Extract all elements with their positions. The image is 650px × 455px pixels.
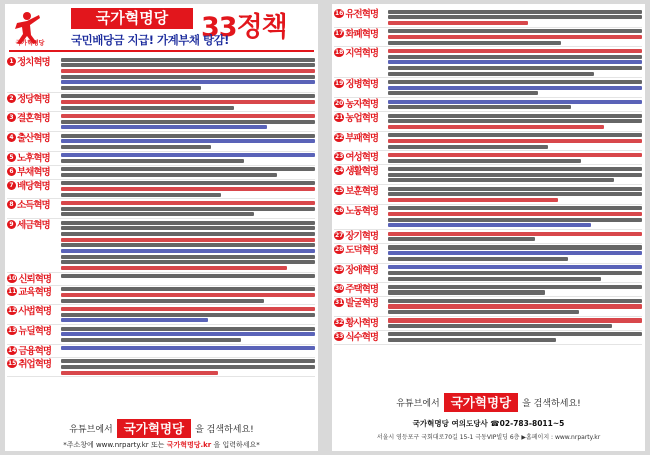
text-line: [61, 313, 315, 317]
text-line: [388, 21, 528, 25]
policy-label: [334, 264, 388, 276]
text-line: [388, 310, 579, 314]
text-line: [388, 251, 642, 255]
text-line: [61, 371, 218, 375]
policy-item: [7, 93, 315, 113]
policy-label: [334, 8, 388, 20]
policy-description: [388, 317, 642, 330]
policy-name: 세금혁명: [17, 219, 50, 231]
text-line: [61, 187, 315, 191]
policy-name: 도덕혁명: [345, 244, 379, 256]
policy-label: [334, 165, 388, 177]
text-line: [61, 318, 208, 322]
text-line: [388, 159, 581, 163]
text-line: [61, 299, 264, 303]
policy-description: [61, 152, 315, 165]
policy-name: 생활혁명: [345, 166, 379, 178]
policy-description: [61, 180, 315, 199]
youtube-channel-badge: 국가혁명당: [444, 393, 518, 412]
text-line: [388, 86, 642, 90]
policy-item: [7, 199, 315, 219]
text-line: [61, 307, 315, 311]
policy-name: 결혼혁명: [17, 113, 50, 125]
youtube-channel-badge: 국가혁명당: [117, 419, 191, 438]
policy-item: [7, 219, 315, 273]
website-note: [5, 440, 318, 450]
policy-item: [7, 325, 315, 345]
policy-name: 보훈혁명: [345, 185, 379, 197]
text-line: [61, 181, 315, 185]
policy-description: [388, 205, 642, 229]
policy-label: [7, 325, 61, 337]
text-line: [388, 218, 642, 222]
policy-item: [7, 152, 315, 166]
policy-number-badge: 14: [8, 346, 17, 354]
policy-label: [334, 205, 388, 217]
policy-number-badge: 10: [8, 274, 17, 282]
policy-name: 식수혁명: [345, 331, 379, 343]
policy-description: [61, 132, 315, 151]
policy-label: [334, 297, 388, 309]
policy-item: [334, 205, 642, 230]
text-line: [388, 41, 561, 45]
policy-label: [7, 93, 61, 105]
search-prefix: 유튜브에서: [69, 425, 113, 435]
youtube-search-prompt: [5, 419, 318, 438]
policy-item: [7, 132, 315, 152]
policy-item: [334, 78, 642, 98]
policy-item: [334, 28, 642, 48]
text-line: [61, 243, 315, 247]
policy-number-badge: 6: [7, 167, 16, 176]
text-line: [61, 153, 315, 157]
policy-item: [334, 264, 642, 284]
text-line: [388, 304, 642, 308]
policy-description: [388, 264, 642, 283]
text-line: [61, 167, 315, 171]
policy-item: [334, 132, 642, 152]
policy-label: [7, 219, 61, 231]
text-line: [61, 327, 315, 331]
policy-name: 배당혁명: [17, 180, 50, 192]
policy-label: [7, 305, 61, 317]
policy-number-badge: 16: [335, 10, 344, 17]
text-line: [61, 193, 221, 197]
policy-number-badge: 23: [335, 153, 344, 161]
policy-label: [334, 317, 388, 329]
text-line: [61, 266, 287, 270]
policy-description: [388, 297, 642, 316]
text-line: [388, 318, 642, 322]
policy-number-badge: 1: [7, 57, 16, 66]
text-line: [388, 265, 642, 269]
text-line: [61, 221, 315, 225]
policy-number-badge: 24: [335, 167, 344, 175]
policy-label: [334, 244, 388, 256]
policy-label: [7, 180, 61, 192]
text-line: [61, 80, 315, 84]
policy-label: [334, 151, 388, 163]
text-line: [61, 63, 315, 67]
policy-name: 노동혁명: [345, 205, 379, 217]
policy-description: [388, 283, 642, 296]
text-line: [388, 133, 642, 137]
policy-description: [388, 28, 642, 47]
policy-description: [388, 230, 642, 243]
policy-name: 취업혁명: [18, 358, 52, 370]
text-line: [61, 232, 315, 236]
text-line: [388, 66, 642, 70]
policy-name: 지역혁명: [345, 48, 379, 60]
text-line: [388, 206, 642, 210]
text-line: [388, 55, 642, 59]
policy-item: [334, 151, 642, 165]
text-line: [388, 178, 614, 182]
policy-item: [7, 358, 315, 378]
policy-label: [7, 273, 61, 285]
policy-number-badge: 18: [335, 49, 344, 57]
policy-item: [334, 331, 642, 345]
text-line: [388, 237, 535, 241]
text-line: [388, 114, 642, 118]
policy-number-badge: 5: [7, 153, 16, 162]
policy-name: 사법혁명: [18, 306, 52, 318]
policy-label: [334, 112, 388, 124]
policy-number-badge: 26: [335, 206, 344, 214]
office-contact: 국가혁명당 여의도당사 ☎02-783-8011~5: [412, 419, 565, 428]
policy-item: [334, 165, 642, 185]
policy-label: [7, 112, 61, 124]
policy-number-badge: 8: [7, 200, 16, 209]
policy-number-badge: 22: [335, 133, 344, 141]
policy-name: 교육혁명: [18, 286, 52, 298]
policy-name: 발굴혁명: [345, 298, 379, 310]
text-line: [388, 105, 571, 109]
text-line: [61, 201, 315, 205]
policy-description: [388, 244, 642, 263]
text-line: [61, 159, 244, 163]
text-line: [61, 100, 315, 104]
policy-label: [334, 98, 388, 110]
text-line: [388, 257, 568, 261]
text-line: [388, 29, 642, 33]
policy-label: [7, 166, 61, 178]
policy-label: [7, 132, 61, 144]
text-line: [388, 187, 642, 191]
right-page: [332, 4, 645, 451]
policy-item: [7, 273, 315, 286]
text-line: [61, 125, 267, 129]
text-line: [388, 212, 642, 216]
text-line: [61, 332, 315, 336]
policy-description: [61, 305, 315, 324]
text-line: [388, 35, 642, 39]
policy-item: [334, 98, 642, 112]
text-line: [61, 58, 315, 62]
policy-description: [61, 56, 315, 92]
text-line: [388, 10, 642, 14]
policy-name: 소득혁명: [17, 200, 50, 212]
policy-description: [388, 47, 642, 77]
policy-number-badge: 25: [335, 186, 344, 194]
text-line: [388, 324, 612, 328]
policy-name: 뉴딜혁명: [18, 326, 52, 338]
text-line: [61, 212, 254, 216]
policy-number-badge: 11: [8, 287, 17, 295]
policy-name: 징병혁명: [345, 79, 379, 91]
policy-name: 장기혁명: [345, 230, 379, 242]
logo-caption: 국가혁명당: [15, 40, 45, 47]
policy-label: [334, 331, 388, 343]
youtube-search-prompt-right: [332, 393, 645, 412]
text-line: [61, 274, 315, 278]
policy-item: [7, 56, 315, 93]
text-line: [388, 125, 604, 129]
policy-number-badge: 21: [335, 113, 344, 121]
policy-description: [61, 358, 315, 377]
policy-name: 주택혁명: [345, 284, 379, 296]
text-line: [61, 255, 315, 259]
policy-item: [334, 297, 642, 317]
website-note-domain: 국가혁명당.kr: [166, 441, 212, 449]
text-line: [388, 232, 642, 236]
text-line: [61, 338, 241, 342]
policy-label: [7, 152, 61, 164]
text-line: [61, 359, 315, 363]
text-line: [388, 153, 642, 157]
policy-item: [7, 112, 315, 132]
policy-number-badge: 29: [335, 265, 344, 273]
text-line: [388, 338, 556, 342]
policy-name: 출산혁명: [17, 133, 50, 145]
policy-label: [7, 199, 61, 211]
text-line: [388, 15, 642, 19]
text-line: [388, 290, 545, 294]
policy-number-badge: 30: [335, 285, 344, 293]
policy-list-left: [7, 56, 315, 377]
text-line: [388, 49, 642, 53]
text-line: [388, 80, 642, 84]
text-line: [388, 285, 642, 289]
text-line: [61, 207, 315, 211]
text-line: [61, 106, 234, 110]
text-line: [388, 167, 642, 171]
policy-description: [61, 345, 315, 352]
policy-label: [334, 28, 388, 40]
policy-label: [334, 230, 388, 242]
policy-item: [334, 185, 642, 205]
policy-item: [334, 317, 642, 331]
policy-list-right: [334, 8, 642, 345]
policy-description: [61, 166, 315, 179]
policy-item: [7, 286, 315, 306]
text-line: [61, 346, 315, 350]
policy-label: [7, 56, 61, 68]
policy-number-badge: 12: [8, 307, 17, 315]
policy-name: 여성혁명: [345, 152, 379, 164]
search-suffix: 을 검색하세요!: [195, 425, 254, 435]
policy-description: [388, 8, 642, 27]
policy-item: [334, 283, 642, 297]
policy-item: [7, 345, 315, 358]
text-line: [61, 293, 315, 297]
website-note-pre: *주소창에 www.nrparty.kr 또는: [63, 441, 165, 449]
left-page: [5, 4, 318, 451]
policy-name: 신뢰혁명: [18, 273, 52, 285]
policy-name: 화폐혁명: [345, 28, 379, 40]
text-line: [61, 134, 315, 138]
policy-title: 33정책: [201, 12, 287, 43]
policy-name: 노후혁명: [17, 152, 50, 164]
policy-number-badge: 13: [8, 327, 17, 335]
policy-description: [388, 165, 642, 184]
policy-number-badge: 27: [335, 231, 344, 239]
text-line: [61, 145, 211, 149]
text-line: [388, 299, 642, 303]
policy-description: [61, 199, 315, 218]
party-name-badge: 국가혁명당: [71, 8, 193, 29]
policy-label: [334, 185, 388, 197]
policy-description: [61, 286, 315, 305]
policy-item: [334, 47, 642, 78]
policy-number-badge: 4: [7, 133, 16, 142]
text-line: [61, 365, 315, 369]
policy-number-badge: 2: [7, 94, 16, 103]
policy-name: 농자혁명: [345, 99, 379, 110]
text-line: [61, 139, 315, 143]
policy-label: [7, 345, 61, 357]
text-line: [388, 72, 594, 76]
text-line: [61, 75, 315, 79]
header-rule: [9, 50, 314, 52]
policy-number-badge: 20: [335, 100, 344, 107]
policy-label: [334, 78, 388, 90]
policy-description: [61, 325, 315, 344]
policy-description: [388, 151, 642, 164]
text-line: [61, 249, 315, 253]
policy-name: 정치혁명: [17, 57, 50, 68]
text-line: [388, 192, 642, 196]
policy-description: [61, 219, 315, 272]
website-note-post: 을 입력하세요*: [213, 441, 260, 449]
text-line: [388, 223, 591, 227]
text-line: [61, 238, 315, 242]
text-line: [388, 60, 642, 64]
text-line: [61, 86, 201, 90]
text-line: [388, 119, 642, 123]
policy-description: [388, 78, 642, 97]
policy-number-badge: 31: [335, 299, 344, 307]
search-suffix: 을 검색하세요!: [522, 399, 581, 409]
policy-name: 정당혁명: [17, 93, 50, 105]
policy-name: 농업혁명: [345, 112, 379, 124]
policy-item: [334, 230, 642, 244]
policy-name: 부패혁명: [345, 132, 379, 144]
text-line: [388, 145, 548, 149]
text-line: [388, 173, 642, 177]
policy-description: [61, 93, 315, 112]
policy-number-badge: 19: [335, 80, 344, 88]
policy-description: [61, 273, 315, 280]
policy-label: [334, 132, 388, 144]
text-line: [388, 277, 601, 281]
text-line: [388, 245, 642, 249]
policy-number-badge: 15: [8, 359, 17, 367]
policy-number-badge: 3: [7, 113, 16, 122]
policy-number-badge: 7: [7, 181, 16, 190]
office-address: 서울시 영등포구 국회대로70길 15-1 극동VIP빌딩 6층 ▶홈페이지 : www.nrparty.kr: [376, 434, 601, 441]
policy-label: [334, 283, 388, 295]
policy-description: [388, 98, 642, 111]
policy-description: [388, 132, 642, 151]
text-line: [61, 69, 315, 73]
text-line: [61, 173, 277, 177]
text-line: [61, 260, 315, 264]
text-line: [61, 114, 315, 118]
text-line: [388, 271, 642, 275]
text-line: [61, 287, 315, 291]
text-line: [388, 100, 642, 104]
text-line: [388, 139, 642, 143]
policy-label: [334, 47, 388, 59]
policy-number-badge: 9: [7, 220, 16, 229]
text-line: [61, 226, 315, 230]
search-prefix: 유튜브에서: [396, 399, 440, 409]
policy-number-badge: 17: [335, 29, 344, 37]
text-line: [61, 120, 315, 124]
policy-label: [7, 358, 61, 370]
policy-item: [7, 180, 315, 200]
text-line: [61, 94, 315, 98]
text-line: [388, 91, 538, 95]
policy-name: 부채혁명: [17, 166, 50, 178]
policy-item: [7, 305, 315, 325]
text-line: [388, 198, 558, 202]
policy-name: 황사혁명: [345, 317, 379, 329]
slogan: 국민배당금 지급! 가계부채 탕감!: [71, 33, 229, 47]
policy-item: [334, 8, 642, 28]
policy-item: [334, 244, 642, 264]
policy-label: [7, 286, 61, 298]
policy-description: [388, 185, 642, 204]
policy-description: [61, 112, 315, 131]
policy-name: 장애혁명: [345, 264, 379, 276]
policy-item: [7, 166, 315, 180]
policy-description: [388, 112, 642, 131]
policy-number-badge: 28: [335, 245, 344, 253]
policy-item: [334, 112, 642, 132]
policy-number-badge: 33: [335, 332, 344, 340]
text-line: [388, 332, 642, 336]
policy-number-badge: 32: [335, 318, 344, 326]
policy-name: 유전혁명: [345, 9, 379, 20]
policy-description: [388, 331, 642, 344]
policy-name: 금융혁명: [18, 345, 52, 357]
